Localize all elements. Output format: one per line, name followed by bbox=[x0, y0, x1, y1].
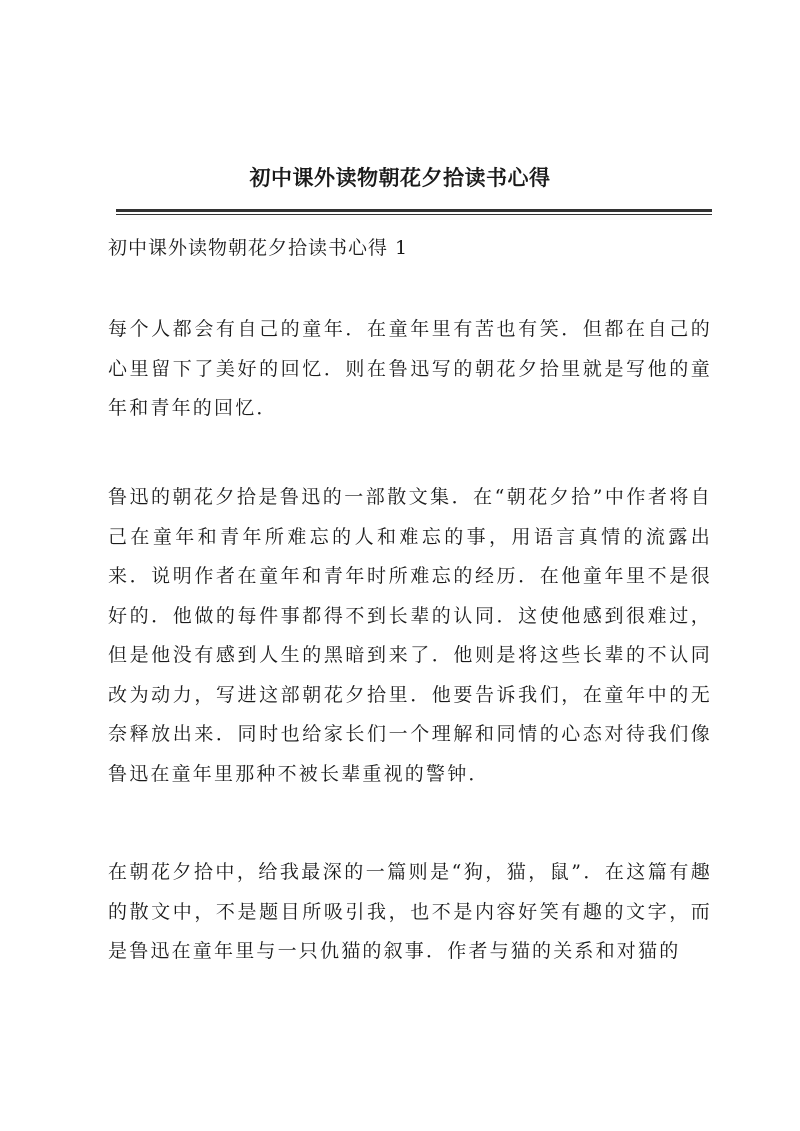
paragraph: 每个人都会有自己的童年．在童年里有苦也有笑．但都在自己的心里留下了美好的回忆．则在鲁迅写的朝花夕拾里就是写他的童年和青年的回忆． bbox=[108, 318, 712, 419]
paragraph: 鲁迅的朝花夕拾是鲁迅的一部散文集．在“朝花夕拾”中作者将自己在童年和青年所难忘的人和难忘的事，用语言真情的流露出来．说明作者在童年和青年时所难忘的经历．在他童年里不是很好的．他做的每件事都得不到长辈的认同．这使他感到很难过，但是他没有感到人生的黑暗到来了．他则是将这些长辈的不认同改为动力，写进这部朝花夕拾里．他要告诉我们，在童年中的无奈释放出来．同时也给家长们一个理解和同情的心态对待我们像鲁迅在童年里那种不被长辈重视的警钟． bbox=[108, 486, 712, 785]
section-heading: 初中课外读物朝花夕拾读书心得 1 bbox=[108, 237, 409, 259]
paragraph: 在朝花夕拾中，给我最深的一篇则是“狗，猫，鼠”．在这篇有趣的散文中，不是题目所吸引我，也不是内容好笑有趣的文字，而是鲁迅在童年里与一只仇猫的叙事．作者与猫的关系和对猫的 bbox=[108, 861, 712, 962]
document-title: 初中课外读物朝花夕拾读书心得 bbox=[249, 165, 551, 190]
title-divider bbox=[116, 209, 712, 215]
